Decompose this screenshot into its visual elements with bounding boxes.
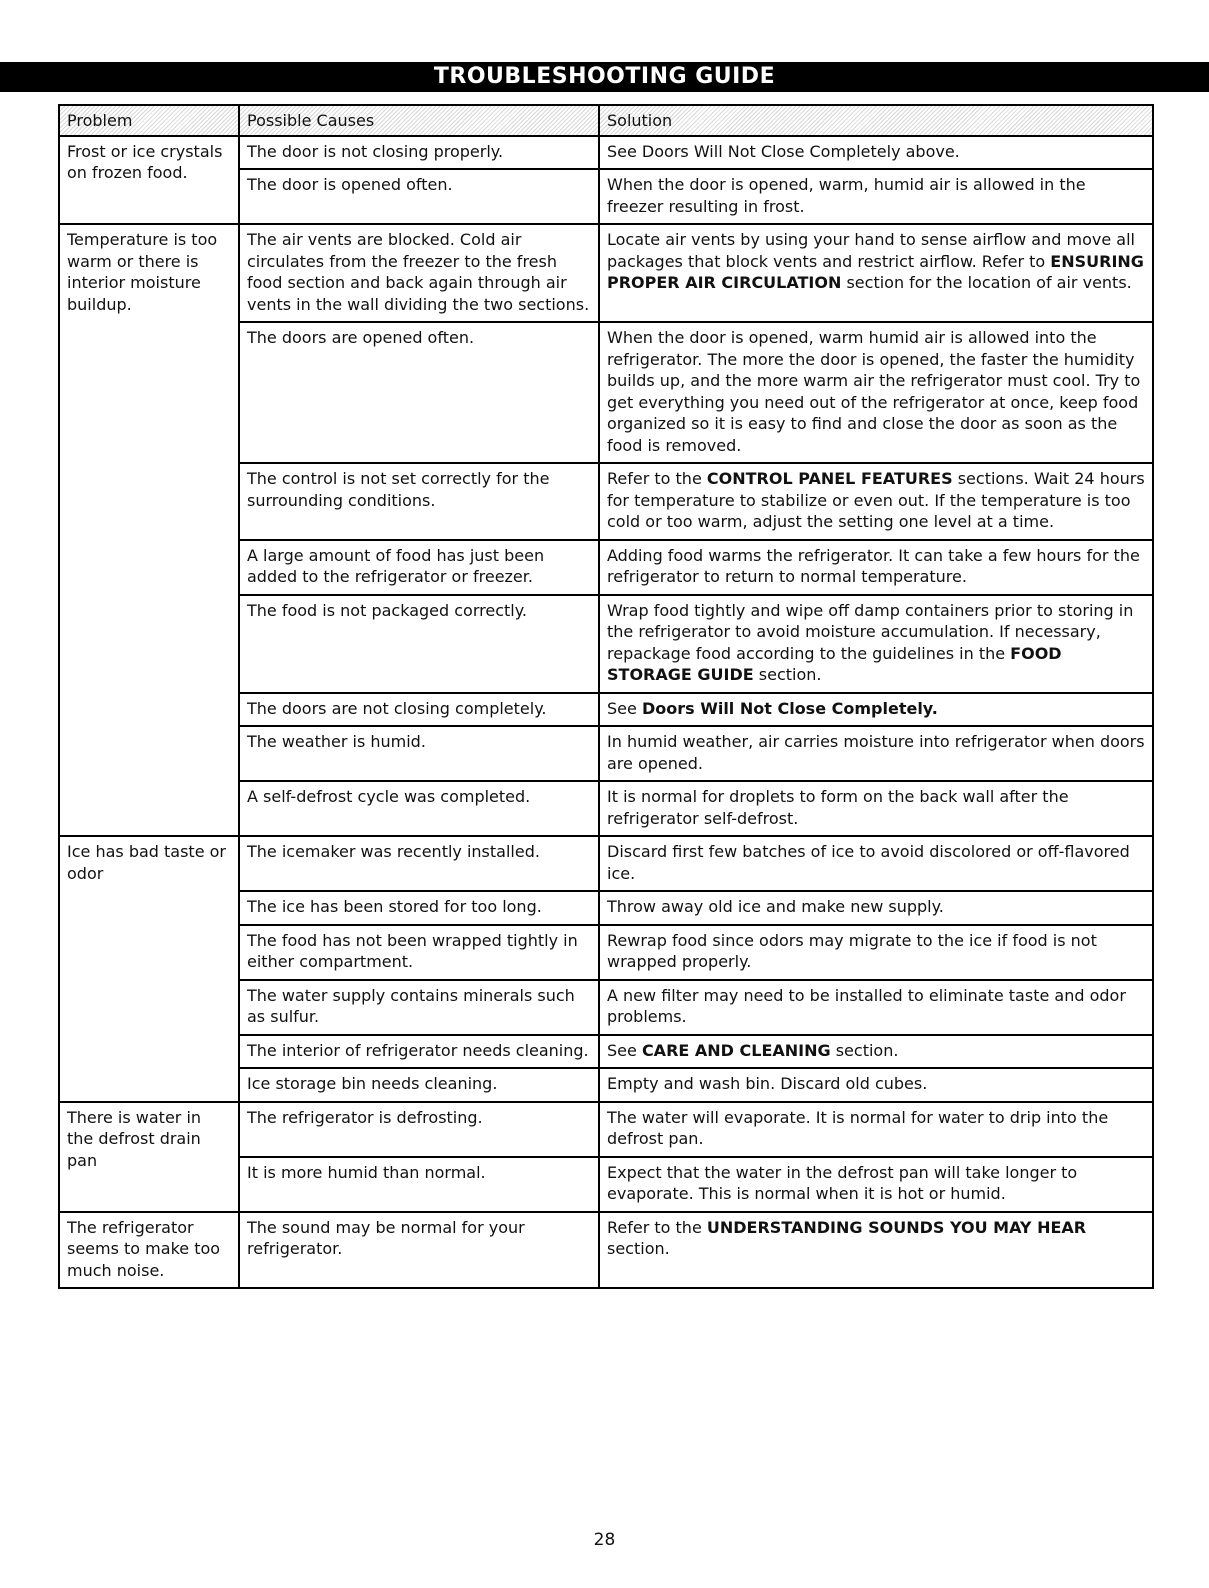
cause-cell: The doors are not closing completely. [239,693,599,727]
cause-cell: The water supply contains minerals such as sulfur. [239,980,599,1035]
table-row [59,1102,1153,1157]
table-row [59,224,1153,322]
solution-cell [599,836,1153,891]
cause-cell: The interior of refrigerator needs cleaning. [239,1035,599,1069]
solution-text: A new filter may need to be installed to eliminate taste and odor problems. [607,985,1126,1026]
cause-cell: The icemaker was recently installed. [239,836,599,891]
solution-cell [599,169,1153,224]
solution-cell [599,463,1153,540]
solution-cell [599,224,1153,322]
solution-cell [599,781,1153,836]
solution-cell [599,1212,1153,1289]
solution-reference: CARE AND CLEANING [641,1040,831,1060]
cause-cell: The doors are opened often. [239,322,599,463]
solution-reference: ENSURING PROPER AIR CIRCULATION [607,251,1144,292]
solution-cell [599,1035,1153,1069]
solution-text: Adding food warms the refrigerator. It can take a few hours for the refrigerator to return to normal temperature. [607,545,1140,586]
header-problem: Problem [59,105,239,136]
solution-reference: UNDERSTANDING SOUNDS YOU MAY HEAR [706,1217,1087,1237]
solution-text: section for the location of air vents. [841,273,1132,292]
cause-cell: A large amount of food has just been added to the refrigerator or freezer. [239,540,599,595]
solution-text: Wrap food tightly and wipe off damp containers prior to storing in the refrigerator to avoid moisture accumulation. If necessary, repackage food according to the guidelines in the [607,600,1134,663]
solution-text: section. [753,665,822,684]
problem-cell: Temperature is too warm or there is interior moisture buildup. [59,224,239,836]
cause-cell: The sound may be normal for your refrigerator. [239,1212,599,1289]
solution-text: It is normal for droplets to form on the back wall after the refrigerator self-defrost. [607,787,1069,828]
problem-cell: The refrigerator seems to make too much noise. [59,1212,239,1289]
page-number: 28 [593,1530,616,1550]
cause-cell: The food has not been wrapped tightly in either compartment. [239,925,599,980]
solution-cell [599,693,1153,727]
cause-cell: The weather is humid. [239,726,599,781]
table-header-row [59,105,1153,136]
solution-text: Throw away old ice and make new supply. [607,897,944,916]
cause-cell: The refrigerator is defrosting. [239,1102,599,1157]
solution-cell [599,322,1153,463]
cause-cell: The door is not closing properly. [239,136,599,170]
cause-cell: The door is opened often. [239,169,599,224]
table-body [59,136,1153,1289]
solution-text: Expect that the water in the defrost pan will take longer to evaporate. This is normal when it is hot or humid. [607,1162,1078,1203]
solution-text: Empty and wash bin. Discard old cubes. [607,1074,928,1093]
table-row [59,136,1153,170]
solution-text: When the door is opened, warm, humid air is allowed in the freezer resulting in frost. [607,175,1086,216]
solution-text: Discard first few batches of ice to avoid discolored or off-flavored ice. [607,842,1130,883]
problem-cell: Ice has bad taste or odor [59,836,239,1102]
problem-cell: Frost or ice crystals on frozen food. [59,136,239,225]
solution-text: The water will evaporate. It is normal for water to drip into the defrost pan. [607,1107,1109,1148]
solution-text: See Doors Will Not Close Completely above. [607,141,960,161]
cause-cell: The food is not packaged correctly. [239,595,599,693]
cause-cell: The ice has been stored for too long. [239,891,599,925]
solution-cell [599,1102,1153,1157]
cause-cell: A self-defrost cycle was completed. [239,781,599,836]
solution-text: Locate air vents by using your hand to sense airflow and move all packages that block vents and restrict airflow. Refer to [607,230,1135,271]
solution-reference: CONTROL PANEL FEATURES [706,469,953,488]
page-title: TROUBLESHOOTING GUIDE [0,62,1209,92]
solution-text: See [607,1040,642,1060]
cause-cell: Ice storage bin needs cleaning. [239,1068,599,1102]
solution-reference: FOOD STORAGE GUIDE [607,643,1062,684]
solution-text: When the door is opened, warm humid air is allowed into the refrigerator. The more the door is opened, the faster the humidity builds up, and the more warm air the refrigerator must cool. Try to get everything you need out of the refrigerator at once, keep food organized so it is easy to find and close the door as soon as the food is removed. [607,328,1141,455]
solution-cell [599,891,1153,925]
solution-text: See [607,698,642,718]
solution-text: Refer to the [607,469,707,488]
solution-cell [599,136,1153,170]
solution-text: In humid weather, air carries moisture into refrigerator when doors are opened. [607,732,1145,773]
solution-cell [599,980,1153,1035]
solution-text: sections. Wait 24 hours for temperature to stabilize or even out. If the temperature is too cold or too warm, adjust the setting one level at a time. [607,469,1145,531]
solution-text: section. [607,1239,670,1258]
solution-reference: Doors Will Not Close Completely. [641,698,938,718]
table-row [59,1212,1153,1289]
solution-cell [599,595,1153,693]
solution-cell [599,925,1153,980]
solution-text: Refer to the [607,1217,707,1237]
solution-cell [599,726,1153,781]
solution-cell [599,1157,1153,1212]
solution-cell [599,1068,1153,1102]
table-row [59,836,1153,891]
header-solution: Solution [599,105,1153,136]
solution-text: section. [830,1040,899,1060]
solution-text: Rewrap food since odors may migrate to the ice if food is not wrapped properly. [607,930,1097,971]
cause-cell: It is more humid than normal. [239,1157,599,1212]
solution-cell [599,540,1153,595]
cause-cell: The control is not set correctly for the surrounding conditions. [239,463,599,540]
problem-cell: There is water in the defrost drain pan [59,1102,239,1212]
cause-cell: The air vents are blocked. Cold air circulates from the freezer to the fresh food section and back again through air vents in the wall dividing the two sections. [239,224,599,322]
header-possible-causes: Possible Causes [239,105,599,136]
troubleshooting-table [58,104,1154,1289]
